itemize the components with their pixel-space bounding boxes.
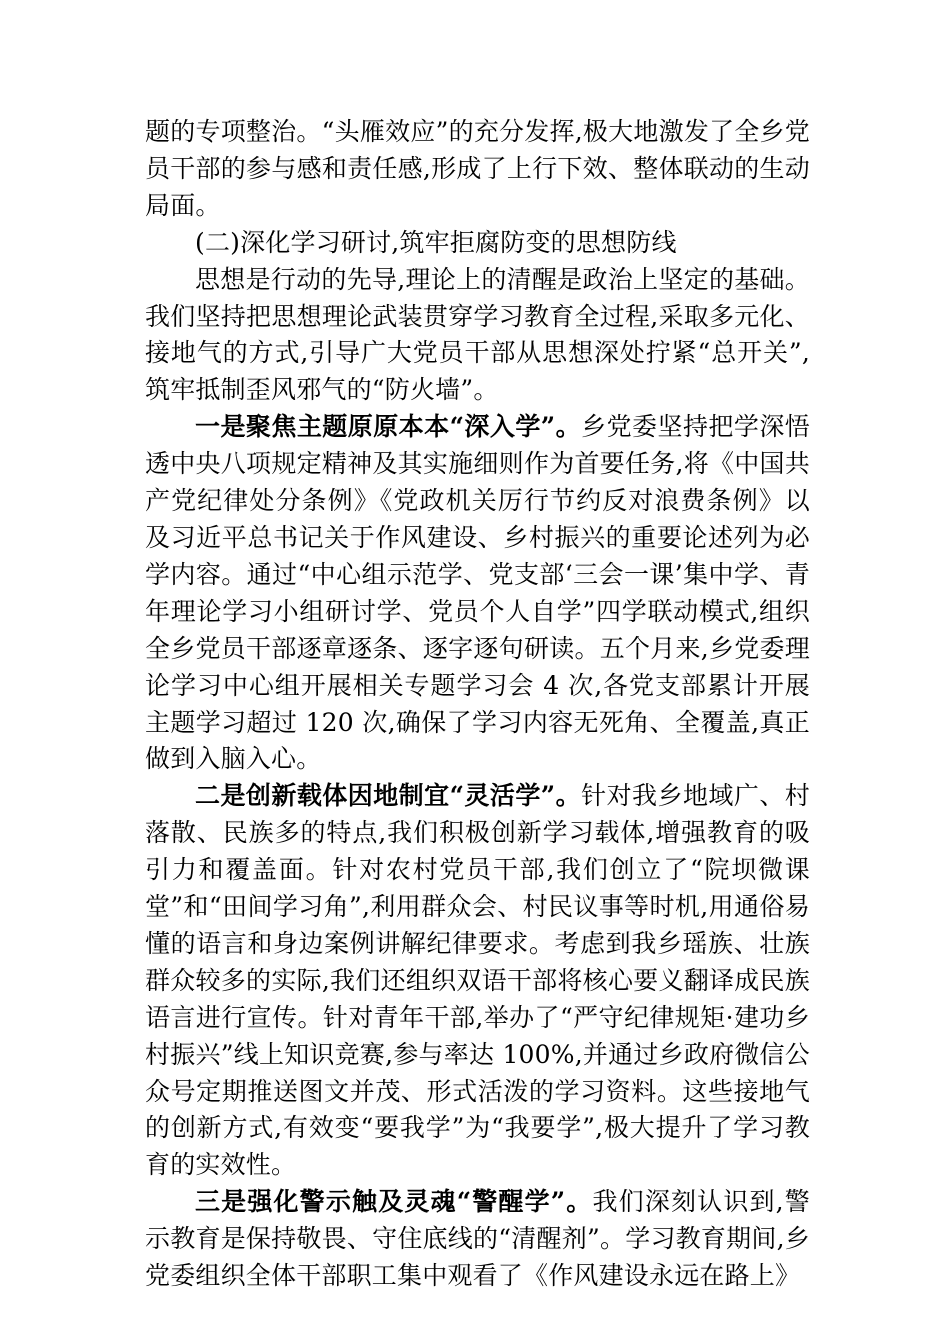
paragraph-text: 乡党委坚持把学深悟透中央八项规定精神及其实施细则作为首要任务,将《中国共产党纪律处分条例》《党政机关厉行节约反对浪费条例》以及习近平总书记关于作风建设、乡村振兴的重要论述列为必学内容。通过“中心组示范学、党支部‘三会一课’集中学、青年理论学习小组研讨学、党员个人自学”四学联动模式,组织全乡党员干部逐章逐条、逐字逐句研读。五个月来,乡党委理论学习中心组开展相关专题学习会 4 次,各党支部累计开展主题学习超过 120 次,确保了学习内容无死角、全覆盖,真正做到入脑入心。 <box>145 412 810 774</box>
section-heading-text: (二)深化学习研讨,筑牢拒腐防变的思想防线 <box>195 227 677 257</box>
paragraph-thought-guidance <box>145 262 810 410</box>
paragraph-flexible-study <box>145 778 810 1184</box>
paragraph-text: 题的专项整治。“头雁效应”的充分发挥,极大地激发了全乡党员干部的参与感和责任感,形成了上行下效、整体联动的生动局面。 <box>145 117 810 220</box>
paragraph-leader-effect-conclusion <box>145 114 810 225</box>
section-heading-study-discussion <box>145 225 810 262</box>
paragraph-warning-study <box>145 1184 810 1295</box>
document-body <box>145 114 810 1295</box>
paragraph-text: 我们深刻认识到,警示教育是保持敬畏、守住底线的“清醒剂”。学习教育期间,乡党委组织全体干部职工集中观看了《作风建设永远在路上》 <box>145 1187 810 1291</box>
paragraph-lead-heading: 二是创新载体因地制宜“灵活学”。 <box>195 781 582 811</box>
paragraph-text: 思想是行动的先导,理论上的清醒是政治上坚定的基础。我们坚持把思想理论武装贯穿学习教育全过程,采取多元化、接地气的方式,引导广大党员干部从思想深处拧紧“总开关”,筑牢抵制歪风邪气的“防火墙”。 <box>145 264 810 405</box>
paragraph-in-depth-study <box>145 409 810 778</box>
paragraph-lead-heading: 一是聚焦主题原原本本“深入学”。 <box>195 412 582 442</box>
paragraph-lead-heading: 三是强化警示触及灵魂“警醒学”。 <box>195 1187 593 1217</box>
paragraph-text: 针对我乡地域广、村落散、民族多的特点,我们积极创新学习载体,增强教育的吸引力和覆盖面。针对农村党员干部,我们创立了“院坝微课堂”和“田间学习角”,利用群众会、村民议事等时机,用通俗易懂的语言和身边案例讲解纪律要求。考虑到我乡瑶族、壮族群众较多的实际,我们还组织双语干部将核心要义翻译成民族语言进行宣传。针对青年干部,举办了“严守纪律规矩·建功乡村振兴”线上知识竞赛,参与率达 100%,并通过乡政府微信公众号定期推送图文并茂、形式活泼的学习资料。这些接地气的创新方式,有效变“要我学”为“我要学”,极大提升了学习教育的实效性。 <box>145 781 810 1180</box>
